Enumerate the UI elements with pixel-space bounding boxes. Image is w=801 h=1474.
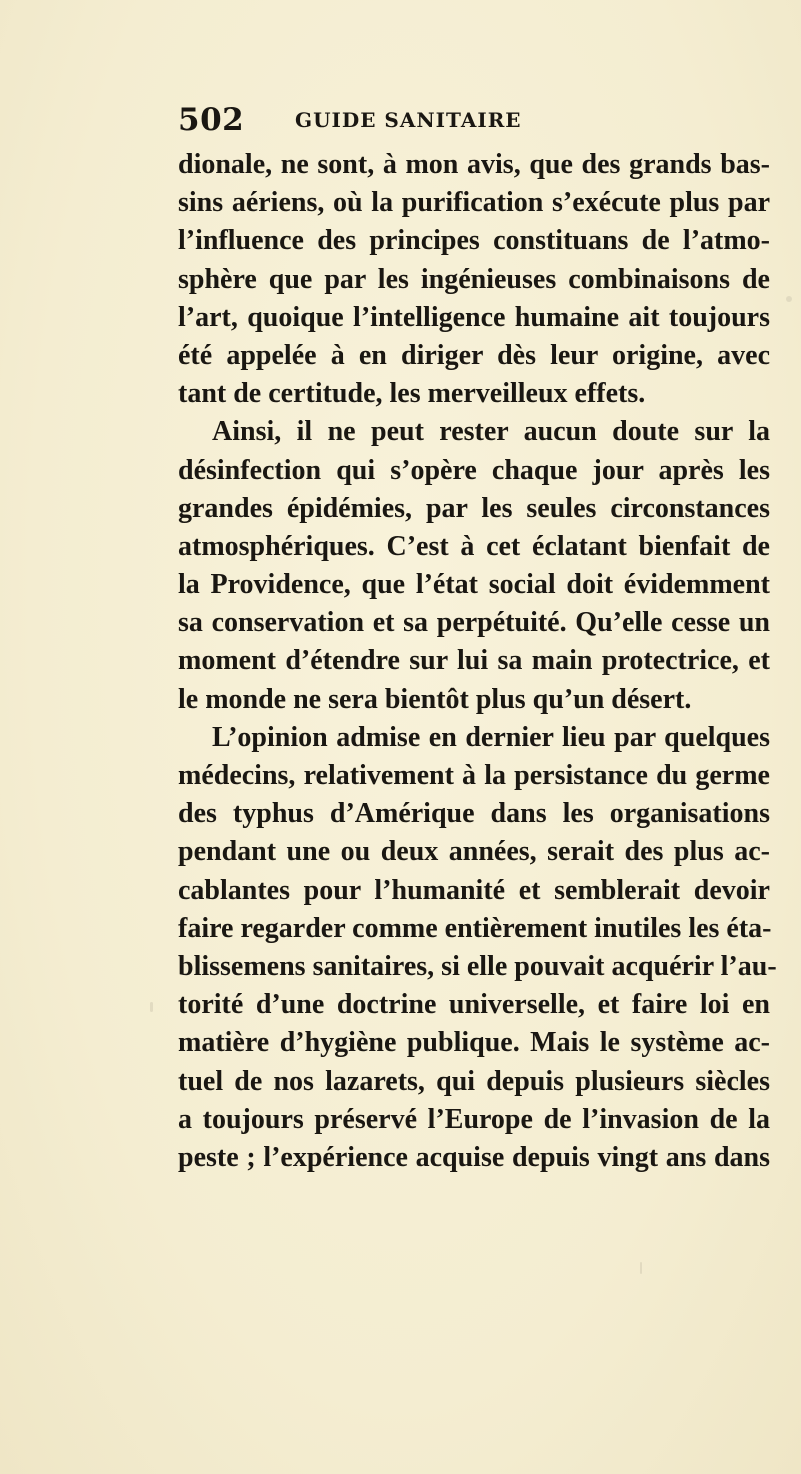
text-line: médecins, relativement à la persistance du germe — [178, 760, 770, 791]
text-line: faire regarder comme entièrement inutiles les éta- — [178, 912, 772, 944]
text-line: l’influence des principes constituans de l’atmo- — [178, 225, 770, 257]
text-line: a toujours préservé l’Europe de l’invasion de la — [178, 1103, 770, 1135]
text-line: blissemens sanitaires, si elle pouvait acquérir l’au- — [178, 950, 777, 982]
text-line: pendant une ou deux années, serait des plus ac- — [178, 836, 770, 868]
text-line: désinfection qui s’opère chaque jour après les — [178, 454, 770, 486]
text-line: matière d’hygiène publique. Mais le système ac- — [178, 1027, 770, 1059]
text-line: tuel de nos lazarets, qui depuis plusieurs siècles — [178, 1065, 770, 1097]
text-line: été appelée à en diriger dès leur origine, avec — [178, 339, 770, 371]
text-line: l’art, quoique l’intelligence humaine ait toujours — [178, 301, 770, 333]
text-line: cablantes pour l’humanité et semblerait devoir — [178, 874, 770, 906]
text-line: tant de certitude, les merveilleux effets. — [178, 378, 646, 410]
text-line: atmosphériques. C’est à cet éclatant bienfait de — [178, 530, 770, 562]
text-line: peste ; l’expérience acquise depuis vingt ans dans — [178, 1141, 770, 1173]
page-number: 502 — [178, 102, 245, 138]
text-line: sa conservation et sa perpétuité. Qu’elle cesse un — [178, 607, 770, 639]
text-line: la Providence, que l’état social doit évidemment — [178, 569, 770, 601]
text-line: grandes épidémies, par les seules circonstances — [178, 492, 770, 524]
text-line: des typhus d’Amérique dans les organisations — [178, 798, 770, 830]
running-head: GUIDE SANITAIRE — [295, 108, 522, 132]
text-line: le monde ne sera bientôt plus qu’un désert. — [178, 683, 692, 715]
text-line: sphère que par les ingénieuses combinaisons de — [178, 263, 770, 295]
text-line: L’opinion admise en dernier lieu par quelques — [212, 721, 770, 753]
body-text — [178, 146, 777, 1177]
text-line: moment d’étendre sur lui sa main protectrice, et — [178, 645, 770, 677]
text-line: torité d’une doctrine universelle, et faire loi en — [178, 989, 770, 1021]
paper-speck — [150, 1002, 153, 1012]
paper-speck — [640, 1262, 642, 1274]
text-line: dionale, ne sont, à mon avis, que des grands bas- — [178, 149, 770, 180]
text-line: sins aériens, où la purification s’exécute plus par — [178, 187, 770, 219]
text-line: Ainsi, il ne peut rester aucun doute sur la — [212, 416, 770, 448]
paper-speck — [786, 296, 792, 302]
page-header — [178, 102, 778, 142]
